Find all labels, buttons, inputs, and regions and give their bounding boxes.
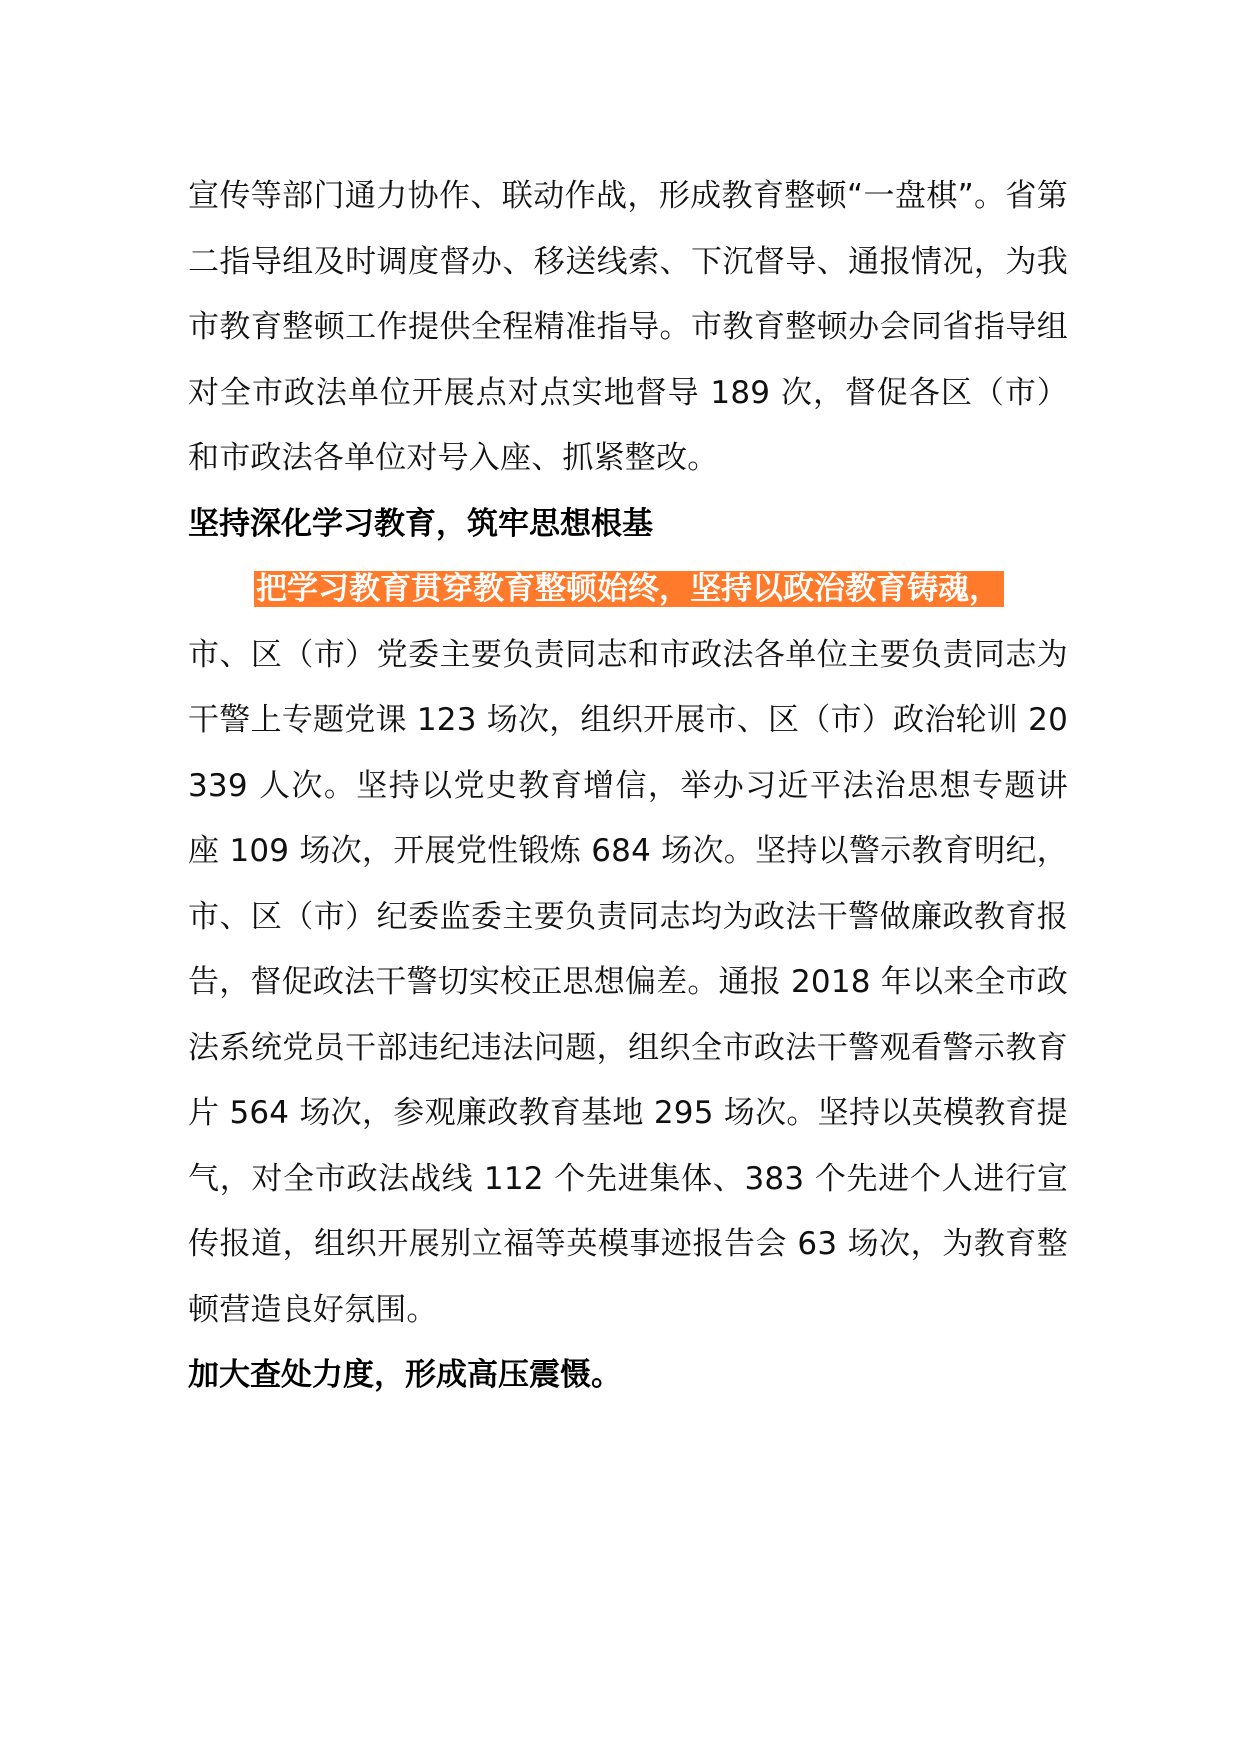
document-content [188,164,1068,1409]
paragraph-education-details: 市、区（市）党委主要负责同志和市政法各单位主要负责同志为干警上专题党课 123 场次，组织开展市、区（市）政治轮训 20339 人次。坚持以党史教育增信，举办习近平法治思想专题讲座 109 场次，开展党性锻炼 684 场次。坚持以警示教育明纪，市、区（市）纪委监委主要负责同志均为政法干警做廉政教育报告，督促政法干警切实校正思想偏差。通报 2018 年以来全市政法系统党员干部违纪违法问题，组织全市政法干警观看警示教育片 564 场次，参观廉政教育基地 295 场次。坚持以英模教育提气，对全市政法战线 112 个先进集体、383 个先进个人进行宣传报道，组织开展别立福等英模事迹报告会 63 场次，为教育整顿营造良好氛围。 [188,636,1068,1328]
section-heading-study-education: 坚持深化学习教育，筑牢思想根基 [188,505,653,542]
section-heading-investigation: 加大查处力度，形成高压震慑。 [188,1357,622,1393]
highlighted-sentence [188,557,1068,623]
highlight-text: 把学习教育贯穿教育整顿始终，坚持以政治教育铸魂， [254,571,1004,607]
paragraph-coordination: 宣传等部门通力协作、联动作战，形成教育整顿“一盘棋”。省第二指导组及时调度督办、移送线索、下沉督导、通报情况，为我市教育整顿工作提供全程精准指导。市教育整顿办会同省指导组对全市政法单位开展点对点实地督导 189 次，督促各区（市）和市政法各单位对号入座、抓紧整改。 [188,178,1068,476]
